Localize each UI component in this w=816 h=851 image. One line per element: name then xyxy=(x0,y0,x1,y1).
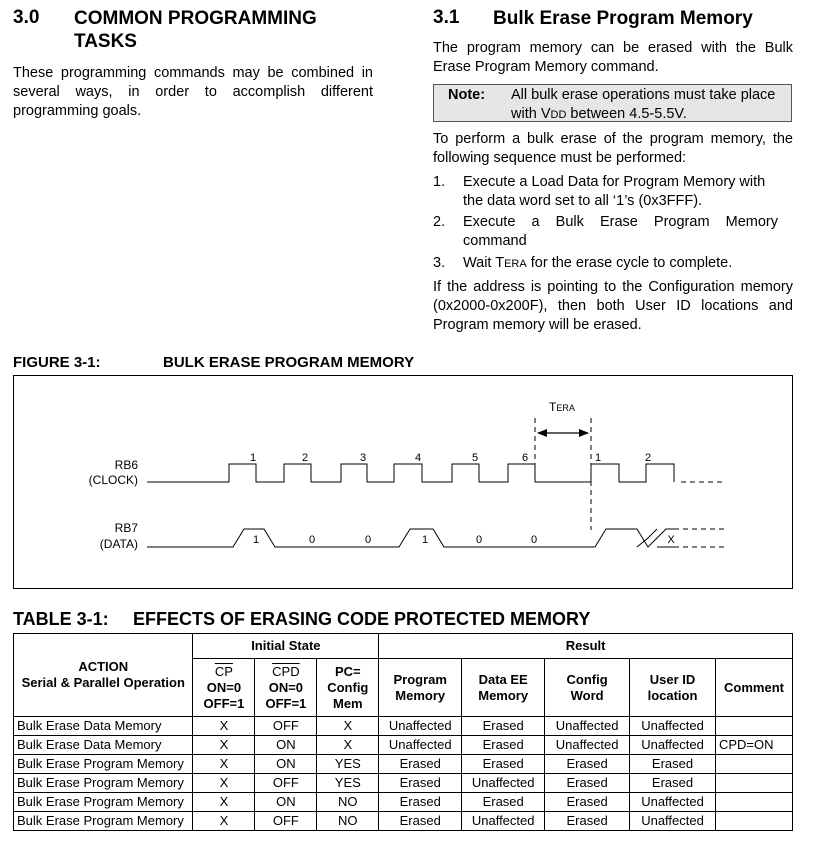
table-cell: X xyxy=(193,793,255,812)
header-cp xyxy=(193,659,255,717)
step-1-text: Execute a Load Data for Program Memory with the data word set to all ‘1’s (0x3FFF). xyxy=(463,174,766,209)
table-cell: Erased xyxy=(545,774,630,793)
step-3-text xyxy=(463,254,732,274)
header-cp-off: OFF=1 xyxy=(203,695,245,711)
table-label: TABLE 3-1: xyxy=(13,609,109,629)
clock-waveform xyxy=(147,464,674,482)
table-cell: Erased xyxy=(545,793,630,812)
table-row xyxy=(14,755,793,774)
tera-arrow-left-head xyxy=(537,429,547,437)
clock-pulse-label-6: 6 xyxy=(521,452,529,464)
rb6-sublabel: (CLOCK) xyxy=(88,473,138,487)
table-body xyxy=(14,717,793,831)
timing-diagram xyxy=(14,376,792,588)
table-cell: X xyxy=(193,755,255,774)
header-config-line1: Config xyxy=(566,671,608,687)
header-program-line2: Memory xyxy=(395,687,446,703)
table-cell: Unaffected xyxy=(545,717,630,736)
section-3-0-intro: These programming commands may be combined in several ways, in order to accomplish different programming goals. xyxy=(13,65,373,119)
table-cell: OFF xyxy=(255,774,317,793)
note-line2-sub: DD xyxy=(550,109,567,121)
table-cell xyxy=(715,812,792,831)
table-cell: X xyxy=(317,736,379,755)
table-cell: Unaffected xyxy=(379,717,462,736)
section-3-1-number: 3.1 xyxy=(433,7,460,28)
table-cell: Erased xyxy=(545,755,630,774)
table-cell: Unaffected xyxy=(462,812,545,831)
header-comment: Comment xyxy=(715,659,792,717)
table-cell: Bulk Erase Program Memory xyxy=(14,812,193,831)
note-text xyxy=(511,86,775,125)
note-line2 xyxy=(511,105,775,125)
step-1-number: 1. xyxy=(433,174,446,190)
table-cell: YES xyxy=(317,755,379,774)
header-program-line1: Program xyxy=(393,671,447,687)
table-cell: Unaffected xyxy=(545,736,630,755)
header-pc-line3: Mem xyxy=(332,695,363,711)
clock-pulse-label-2: 2 xyxy=(301,452,309,464)
table-cell xyxy=(715,755,792,774)
section-3-0-title xyxy=(74,7,317,53)
table-cell: ON xyxy=(255,736,317,755)
header-dataee-line1: Data EE xyxy=(478,671,528,687)
note-label: Note: xyxy=(448,87,486,103)
table-cell: Erased xyxy=(630,755,716,774)
table-cell: Erased xyxy=(462,717,545,736)
table-row xyxy=(14,793,793,812)
step-2-number: 2. xyxy=(433,214,446,230)
header-action xyxy=(14,634,193,717)
table-row xyxy=(14,774,793,793)
table-cell: Erased xyxy=(630,774,716,793)
data-bit-2: 0 xyxy=(308,534,316,546)
header-pc-config xyxy=(317,659,379,717)
header-data-ee-memory xyxy=(462,659,545,717)
section-3-0-number: 3.0 xyxy=(13,7,40,28)
clock-pulse-label-7: 1 xyxy=(594,452,602,464)
clock-pulse-label-8: 2 xyxy=(644,452,652,464)
note-line2-suffix: between 4.5-5.5V. xyxy=(566,106,687,122)
table-cell xyxy=(715,717,792,736)
tera-label: TERA xyxy=(549,400,575,414)
data-bit-3: 0 xyxy=(364,534,372,546)
table-cell: X xyxy=(193,717,255,736)
table-cell: Erased xyxy=(462,793,545,812)
table-title: EFFECTS OF ERASING CODE PROTECTED MEMORY xyxy=(133,609,591,629)
step-3-suffix: for the erase cycle to complete. xyxy=(526,255,733,271)
header-dataee-line2: Memory xyxy=(478,687,529,703)
table-cell: YES xyxy=(317,774,379,793)
header-action-line1: ACTION xyxy=(78,659,129,674)
data-bit-1: 1 xyxy=(252,534,260,546)
table-cell: Unaffected xyxy=(630,717,716,736)
table-cell: OFF xyxy=(255,717,317,736)
note-box xyxy=(433,84,792,122)
table-row xyxy=(14,717,793,736)
erase-effects-table xyxy=(13,633,793,831)
header-cp-on: ON=0 xyxy=(206,679,242,695)
table-cell xyxy=(715,774,792,793)
header-program-memory xyxy=(379,659,462,717)
section-3-0-title-line1: COMMON PROGRAMMING xyxy=(74,8,317,29)
table-cell: Erased xyxy=(379,793,462,812)
config-note: If the address is pointing to the Configuration memory (0x2000-0x200F), then both User ID locations and Program memory will be erased. xyxy=(433,279,793,333)
table-cell: ON xyxy=(255,793,317,812)
data-bit-5: 0 xyxy=(475,534,483,546)
table-cell: ON xyxy=(255,755,317,774)
table-cell: CPD=ON xyxy=(715,736,792,755)
table-cell: Erased xyxy=(545,812,630,831)
clock-pulse-label-5: 5 xyxy=(471,452,479,464)
table-header-group-row xyxy=(14,634,793,659)
section-3-0-title-line2: TASKS xyxy=(74,31,137,52)
table-cell: Unaffected xyxy=(630,736,716,755)
header-user-id xyxy=(630,659,716,717)
header-cpd-name: $\overline{CPD}$ xyxy=(272,663,300,679)
table-cell xyxy=(715,793,792,812)
step-3-sub: ERA xyxy=(504,258,527,270)
header-result: Result xyxy=(379,634,793,659)
note-line1: All bulk erase operations must take place xyxy=(511,87,776,103)
table-cell: Bulk Erase Program Memory xyxy=(14,755,193,774)
clock-pulse-label-4: 4 xyxy=(414,452,422,464)
header-cpd xyxy=(255,659,317,717)
table-cell: Bulk Erase Data Memory xyxy=(14,717,193,736)
step-2-text: Execute a Bulk Erase Program Memory command xyxy=(463,214,778,249)
header-config-line2: Word xyxy=(570,687,604,703)
rb7-label: RB7 xyxy=(114,521,138,535)
table-cell: NO xyxy=(317,812,379,831)
table-cell: OFF xyxy=(255,812,317,831)
data-x-label: X xyxy=(667,534,675,546)
header-userid-line1: User ID xyxy=(649,671,696,687)
header-pc-line2: Config xyxy=(327,679,369,695)
table-cell: Unaffected xyxy=(462,774,545,793)
header-cpd-on: ON=0 xyxy=(268,679,304,695)
table-cell: Erased xyxy=(379,774,462,793)
data-waveform xyxy=(147,529,674,547)
table-cell: Erased xyxy=(379,812,462,831)
clock-pulse-label-3: 3 xyxy=(359,452,367,464)
table-row xyxy=(14,736,793,755)
table-cell: Bulk Erase Program Memory xyxy=(14,793,193,812)
step-3-number: 3. xyxy=(433,255,446,271)
table-cell: Unaffected xyxy=(630,793,716,812)
header-userid-line2: location xyxy=(647,687,698,703)
table-cell: Bulk Erase Data Memory xyxy=(14,736,193,755)
table-cell: Unaffected xyxy=(379,736,462,755)
step-3-prefix: Wait T xyxy=(463,255,505,271)
header-initial-state: Initial State xyxy=(193,634,379,659)
rb7-sublabel: (DATA) xyxy=(99,537,138,551)
header-pc-line1: PC= xyxy=(334,663,361,679)
data-bit-4: 1 xyxy=(421,534,429,546)
table-cell: X xyxy=(193,812,255,831)
tera-arrow-right-head xyxy=(579,429,589,437)
table-cell: NO xyxy=(317,793,379,812)
timing-diagram-frame xyxy=(13,375,793,589)
table-cell: Unaffected xyxy=(630,812,716,831)
sequence-intro: To perform a bulk erase of the program memory, the following sequence must be performed: xyxy=(433,131,793,166)
data-bit-6: 0 xyxy=(530,534,538,546)
header-cpd-off: OFF=1 xyxy=(265,695,307,711)
header-config-word xyxy=(545,659,630,717)
table-cell: X xyxy=(193,736,255,755)
header-action-line2: Serial & Parallel Operation xyxy=(21,675,185,690)
rb6-label: RB6 xyxy=(114,458,138,472)
table-cell: X xyxy=(193,774,255,793)
table-cell: X xyxy=(317,717,379,736)
table-cell: Bulk Erase Program Memory xyxy=(14,774,193,793)
table-cell: Erased xyxy=(462,736,545,755)
section-3-1-intro: The program memory can be erased with the Bulk Erase Program Memory command. xyxy=(433,40,793,75)
table-row xyxy=(14,812,793,831)
figure-title: BULK ERASE PROGRAM MEMORY xyxy=(163,354,415,371)
table-cell: Erased xyxy=(462,755,545,774)
clock-pulse-label-1: 1 xyxy=(249,452,257,464)
header-cp-name: $\overline{CP}$ xyxy=(214,663,233,679)
table-cell: Erased xyxy=(379,755,462,774)
section-3-1-title: Bulk Erase Program Memory xyxy=(493,8,753,29)
note-line2-prefix: with V xyxy=(511,106,551,122)
figure-label: FIGURE 3-1: xyxy=(13,354,101,371)
